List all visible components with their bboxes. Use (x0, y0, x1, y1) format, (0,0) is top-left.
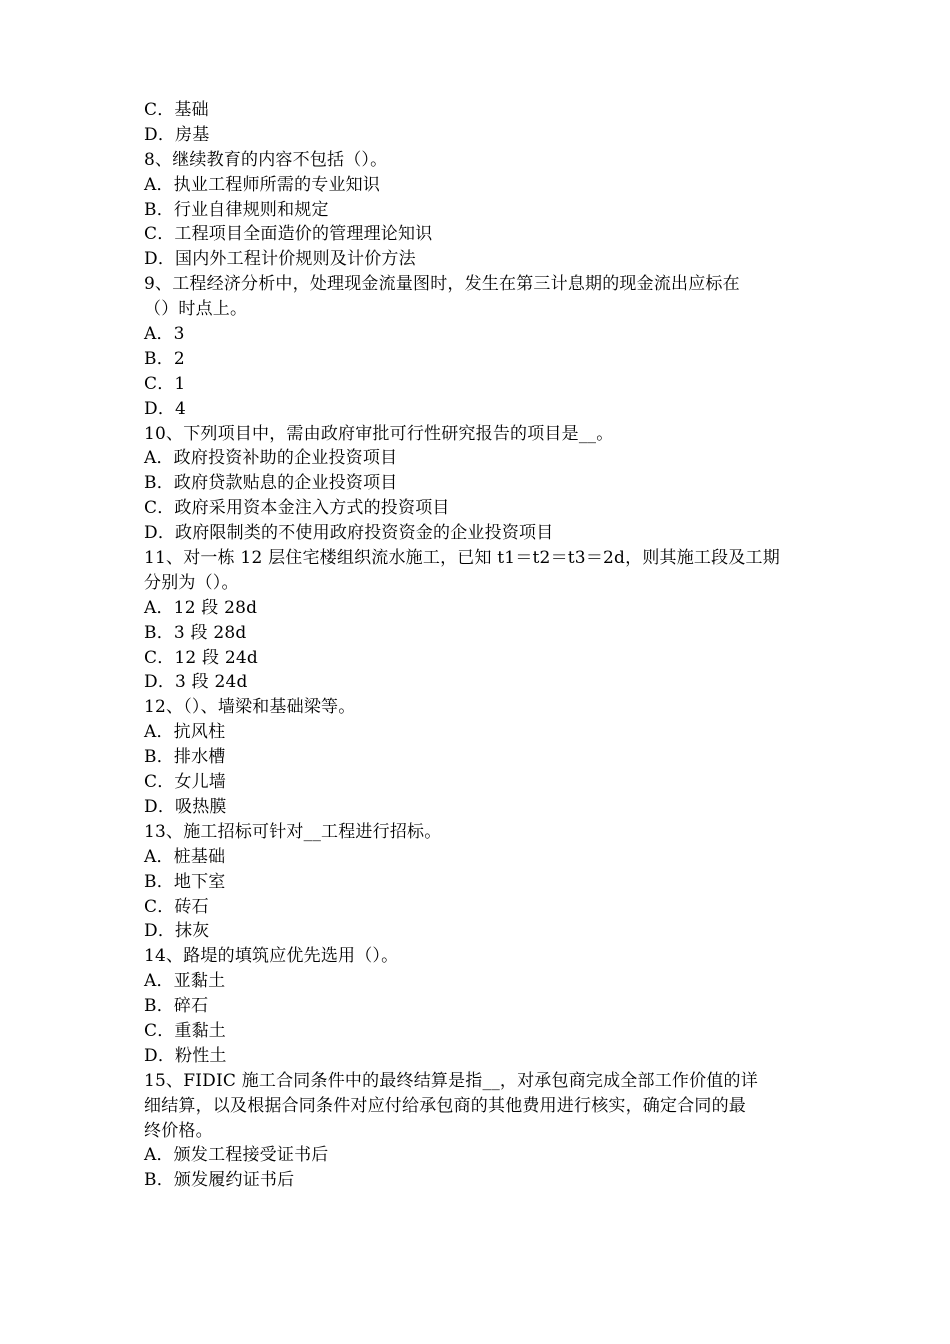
option-line: C．砖石 (144, 896, 209, 917)
question-line: 12、（）、墙梁和基础梁等。 (144, 697, 356, 718)
option-line: C．政府采用资本金注入方式的投资项目 (144, 498, 450, 519)
question-line: 15、FIDIC 施工合同条件中的最终结算是指__，对承包商完成全部工作价值的详 (144, 1070, 758, 1091)
option-line: A．亚黏土 (144, 971, 226, 992)
option-line: B．行业自律规则和规定 (144, 199, 329, 220)
option-line: C．工程项目全面造价的管理理论知识 (144, 224, 433, 245)
option-line: D．政府限制类的不使用政府投资资金的企业投资项目 (144, 523, 554, 544)
option-line: A．政府投资补助的企业投资项目 (144, 448, 398, 469)
question-line: 终价格。 (144, 1120, 213, 1141)
option-line: A．抗风柱 (144, 722, 226, 743)
question-line: 14、路堤的填筑应优先选用（）。 (144, 946, 399, 967)
option-line: B．政府贷款贴息的企业投资项目 (144, 473, 398, 494)
option-line: A．12 段 28d (144, 597, 258, 618)
option-line: B．3 段 28d (144, 622, 247, 643)
document-page (144, 98, 824, 1193)
question-line: 8、继续教育的内容不包括（）。 (144, 149, 388, 170)
option-line: B．碎石 (144, 996, 209, 1017)
question-line: 细结算，以及根据合同条件对应付给承包商的其他费用进行核实，确定合同的最 (144, 1095, 746, 1116)
question-line: 9、工程经济分析中，处理现金流量图时，发生在第三计息期的现金流出应标在 (144, 274, 740, 295)
text-line: D．房基 (144, 124, 210, 145)
option-line: A．3 (144, 324, 185, 345)
option-line: B．颁发履约证书后 (144, 1170, 295, 1191)
option-line: D．4 (144, 398, 187, 419)
option-line: A．桩基础 (144, 846, 226, 867)
question-line: 10、下列项目中，需由政府审批可行性研究报告的项目是__。 (144, 423, 614, 444)
question-line: 11、对一栋 12 层住宅楼组织流水施工，已知 t1＝t2＝t3＝2d，则其施工段及工期 (144, 548, 780, 569)
option-line: D．抹灰 (144, 921, 210, 942)
question-line: 13、施工招标可针对__工程进行招标。 (144, 821, 442, 842)
text-line: C．基础 (144, 100, 209, 120)
option-line: B．2 (144, 348, 185, 369)
option-line: B．地下室 (144, 871, 226, 892)
option-line: D．粉性土 (144, 1045, 227, 1066)
option-line: A．颁发工程接受证书后 (144, 1145, 329, 1166)
option-line: D．吸热膜 (144, 796, 227, 817)
question-line: （）时点上。 (144, 299, 248, 320)
option-line: C．12 段 24d (144, 647, 258, 668)
option-line: C．重黏土 (144, 1020, 227, 1041)
option-line: C．1 (144, 373, 186, 394)
question-line: 分别为（）。 (144, 572, 239, 593)
option-line: A．执业工程师所需的专业知识 (144, 174, 381, 195)
option-line: D．国内外工程计价规则及计价方法 (144, 249, 416, 270)
option-line: C．女儿墙 (144, 772, 227, 793)
option-line: B．排水槽 (144, 747, 226, 768)
option-line: D．3 段 24d (144, 672, 248, 693)
